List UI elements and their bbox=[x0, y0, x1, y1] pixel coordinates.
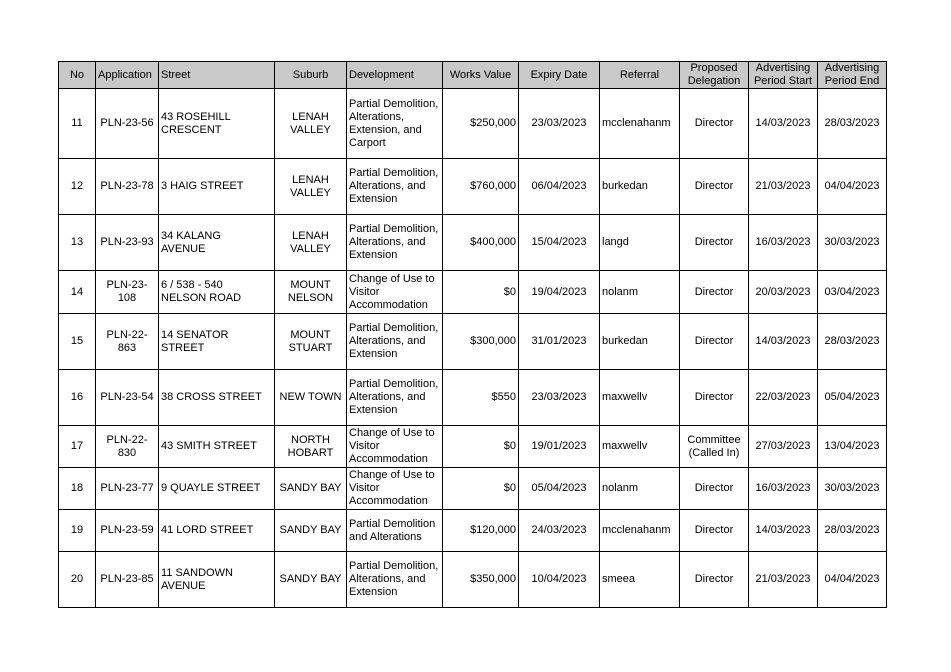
cell-no: 14 bbox=[59, 271, 96, 314]
cell-no: 19 bbox=[59, 510, 96, 552]
cell-advertising-start: 20/03/2023 bbox=[749, 271, 818, 314]
cell-works-value: $350,000 bbox=[443, 552, 519, 608]
cell-advertising-start: 27/03/2023 bbox=[749, 426, 818, 468]
table-row bbox=[59, 370, 887, 426]
cell-delegation: Director bbox=[680, 468, 749, 510]
cell-application: PLN-23-85 bbox=[96, 552, 159, 608]
cell-development: Partial Demolition, Alterations, Extension, and Carport bbox=[347, 89, 443, 159]
cell-advertising-end: 04/04/2023 bbox=[818, 159, 887, 215]
table-row bbox=[59, 215, 887, 271]
cell-expiry-date: 31/01/2023 bbox=[519, 314, 600, 370]
cell-expiry-date: 24/03/2023 bbox=[519, 510, 600, 552]
cell-expiry-date: 10/04/2023 bbox=[519, 552, 600, 608]
cell-referral: nolanm bbox=[600, 271, 680, 314]
cell-development: Partial Demolition, Alterations, and Extension bbox=[347, 215, 443, 271]
header-suburb: Suburb bbox=[275, 62, 347, 89]
cell-expiry-date: 06/04/2023 bbox=[519, 159, 600, 215]
cell-advertising-start: 22/03/2023 bbox=[749, 370, 818, 426]
cell-works-value: $300,000 bbox=[443, 314, 519, 370]
cell-referral: mcclenahanm bbox=[600, 510, 680, 552]
cell-application: PLN-23-59 bbox=[96, 510, 159, 552]
cell-advertising-start: 14/03/2023 bbox=[749, 314, 818, 370]
table-row bbox=[59, 468, 887, 510]
cell-advertising-start: 21/03/2023 bbox=[749, 552, 818, 608]
cell-delegation: Director bbox=[680, 552, 749, 608]
cell-no: 16 bbox=[59, 370, 96, 426]
cell-advertising-start: 14/03/2023 bbox=[749, 510, 818, 552]
cell-advertising-end: 28/03/2023 bbox=[818, 510, 887, 552]
cell-application: PLN-23-108 bbox=[96, 271, 159, 314]
cell-suburb: MOUNT NELSON bbox=[275, 271, 347, 314]
header-development: Development bbox=[347, 62, 443, 89]
cell-development: Change of Use to Visitor Accommodation bbox=[347, 271, 443, 314]
cell-application: PLN-22-863 bbox=[96, 314, 159, 370]
cell-advertising-end: 13/04/2023 bbox=[818, 426, 887, 468]
table-row bbox=[59, 510, 887, 552]
cell-expiry-date: 19/01/2023 bbox=[519, 426, 600, 468]
cell-suburb: MOUNT STUART bbox=[275, 314, 347, 370]
cell-development: Partial Demolition, Alterations, and Extension bbox=[347, 370, 443, 426]
cell-works-value: $0 bbox=[443, 271, 519, 314]
cell-works-value: $760,000 bbox=[443, 159, 519, 215]
cell-advertising-end: 30/03/2023 bbox=[818, 215, 887, 271]
cell-referral: nolanm bbox=[600, 468, 680, 510]
table-row bbox=[59, 314, 887, 370]
cell-application: PLN-23-78 bbox=[96, 159, 159, 215]
cell-works-value: $0 bbox=[443, 468, 519, 510]
cell-referral: langd bbox=[600, 215, 680, 271]
cell-application: PLN-23-56 bbox=[96, 89, 159, 159]
cell-delegation: Director bbox=[680, 215, 749, 271]
cell-development: Partial Demolition, Alterations, and Extension bbox=[347, 314, 443, 370]
cell-expiry-date: 23/03/2023 bbox=[519, 370, 600, 426]
cell-advertising-end: 04/04/2023 bbox=[818, 552, 887, 608]
cell-street: 14 SENATOR STREET bbox=[159, 314, 275, 370]
cell-works-value: $120,000 bbox=[443, 510, 519, 552]
cell-suburb: LENAH VALLEY bbox=[275, 159, 347, 215]
cell-advertising-end: 03/04/2023 bbox=[818, 271, 887, 314]
table-row bbox=[59, 159, 887, 215]
cell-expiry-date: 15/04/2023 bbox=[519, 215, 600, 271]
cell-advertising-start: 21/03/2023 bbox=[749, 159, 818, 215]
cell-street: 9 QUAYLE STREET bbox=[159, 468, 275, 510]
cell-referral: burkedan bbox=[600, 314, 680, 370]
cell-no: 15 bbox=[59, 314, 96, 370]
cell-application: PLN-23-77 bbox=[96, 468, 159, 510]
cell-expiry-date: 23/03/2023 bbox=[519, 89, 600, 159]
cell-advertising-start: 14/03/2023 bbox=[749, 89, 818, 159]
cell-works-value: $0 bbox=[443, 426, 519, 468]
cell-street: 11 SANDOWN AVENUE bbox=[159, 552, 275, 608]
cell-no: 18 bbox=[59, 468, 96, 510]
cell-suburb: SANDY BAY bbox=[275, 468, 347, 510]
cell-advertising-start: 16/03/2023 bbox=[749, 468, 818, 510]
cell-suburb: NORTH HOBART bbox=[275, 426, 347, 468]
cell-referral: burkedan bbox=[600, 159, 680, 215]
cell-development: Change of Use to Visitor Accommodation bbox=[347, 426, 443, 468]
cell-advertising-end: 05/04/2023 bbox=[818, 370, 887, 426]
cell-development: Partial Demolition, Alterations, and Extension bbox=[347, 552, 443, 608]
cell-advertising-end: 28/03/2023 bbox=[818, 314, 887, 370]
header-proposed-delegation: Proposed Delegation bbox=[680, 62, 749, 89]
header-works-value: Works Value bbox=[443, 62, 519, 89]
cell-advertising-end: 30/03/2023 bbox=[818, 468, 887, 510]
cell-suburb: NEW TOWN bbox=[275, 370, 347, 426]
header-application: Application bbox=[96, 62, 159, 89]
cell-application: PLN-23-93 bbox=[96, 215, 159, 271]
header-no: No bbox=[59, 62, 96, 89]
cell-suburb: LENAH VALLEY bbox=[275, 89, 347, 159]
table-row bbox=[59, 271, 887, 314]
cell-expiry-date: 19/04/2023 bbox=[519, 271, 600, 314]
cell-no: 11 bbox=[59, 89, 96, 159]
header-expiry-date: Expiry Date bbox=[519, 62, 600, 89]
header-street: Street bbox=[159, 62, 275, 89]
cell-delegation: Committee (Called In) bbox=[680, 426, 749, 468]
cell-development: Change of Use to Visitor Accommodation bbox=[347, 468, 443, 510]
cell-referral: smeea bbox=[600, 552, 680, 608]
header-advertising-end: Advertising Period End bbox=[818, 62, 887, 89]
cell-delegation: Director bbox=[680, 89, 749, 159]
header-referral: Referral bbox=[600, 62, 680, 89]
cell-advertising-start: 16/03/2023 bbox=[749, 215, 818, 271]
cell-no: 13 bbox=[59, 215, 96, 271]
table-row bbox=[59, 426, 887, 468]
table-row bbox=[59, 89, 887, 159]
cell-application: PLN-22-830 bbox=[96, 426, 159, 468]
applications-table bbox=[58, 61, 887, 608]
cell-no: 20 bbox=[59, 552, 96, 608]
cell-no: 12 bbox=[59, 159, 96, 215]
cell-delegation: Director bbox=[680, 314, 749, 370]
cell-advertising-end: 28/03/2023 bbox=[818, 89, 887, 159]
cell-application: PLN-23-54 bbox=[96, 370, 159, 426]
cell-development: Partial Demolition and Alterations bbox=[347, 510, 443, 552]
cell-referral: maxwellv bbox=[600, 426, 680, 468]
cell-expiry-date: 05/04/2023 bbox=[519, 468, 600, 510]
cell-suburb: SANDY BAY bbox=[275, 552, 347, 608]
cell-development: Partial Demolition, Alterations, and Extension bbox=[347, 159, 443, 215]
cell-works-value: $550 bbox=[443, 370, 519, 426]
cell-delegation: Director bbox=[680, 159, 749, 215]
cell-referral: mcclenahanm bbox=[600, 89, 680, 159]
cell-street: 43 ROSEHILL CRESCENT bbox=[159, 89, 275, 159]
cell-works-value: $250,000 bbox=[443, 89, 519, 159]
cell-delegation: Director bbox=[680, 370, 749, 426]
cell-suburb: SANDY BAY bbox=[275, 510, 347, 552]
cell-street: 6 / 538 - 540 NELSON ROAD bbox=[159, 271, 275, 314]
header-row bbox=[59, 62, 887, 89]
cell-street: 3 HAIG STREET bbox=[159, 159, 275, 215]
cell-delegation: Director bbox=[680, 271, 749, 314]
cell-suburb: LENAH VALLEY bbox=[275, 215, 347, 271]
cell-referral: maxwellv bbox=[600, 370, 680, 426]
cell-street: 38 CROSS STREET bbox=[159, 370, 275, 426]
cell-street: 43 SMITH STREET bbox=[159, 426, 275, 468]
table-row bbox=[59, 552, 887, 608]
cell-street: 34 KALANG AVENUE bbox=[159, 215, 275, 271]
cell-street: 41 LORD STREET bbox=[159, 510, 275, 552]
header-advertising-start: Advertising Period Start bbox=[749, 62, 818, 89]
cell-delegation: Director bbox=[680, 510, 749, 552]
cell-works-value: $400,000 bbox=[443, 215, 519, 271]
cell-no: 17 bbox=[59, 426, 96, 468]
